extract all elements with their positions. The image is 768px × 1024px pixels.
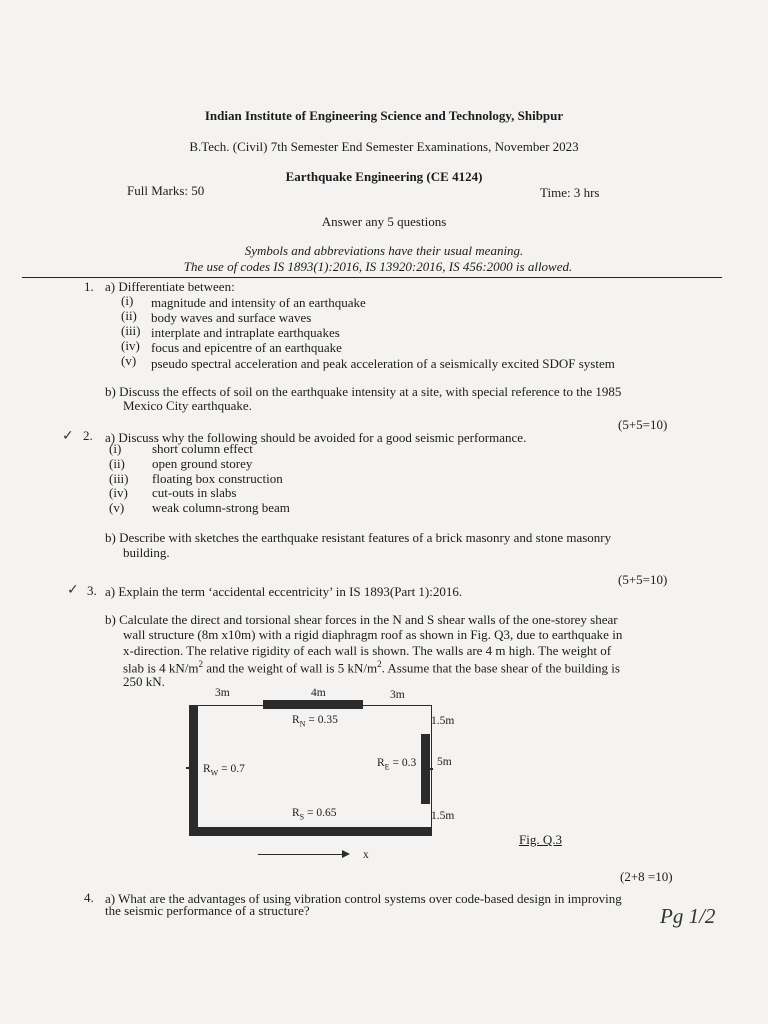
q3-part-b-line4: slab is 4 $kN/m^2$ and the weight of wall is 5 $kN/m^2$. Assume that the base shear of the building is [123,659,620,676]
q1-part-a: a) Differentiate between: [105,279,235,294]
q1-item-roman: (iv) [121,338,140,353]
q3-part-b-line5: 250 kN. [123,674,165,689]
x-direction-arrow-shaft [258,854,344,855]
note-codes: The use of codes IS 1893(1):2016, IS 13920:2016, IS 456:2000 is allowed. [183,259,573,274]
q3-part-b-line1: b) Calculate the direct and torsional shear forces in the N and S shear walls of the one-storey shear [105,612,618,627]
q1-item-text: magnitude and intensity of an earthquake [151,295,366,310]
q2-item-text: weak column-strong beam [152,500,290,515]
q2-item-roman: (iv) [109,485,128,500]
q1-part-b-line2: Mexico City earthquake. [123,398,252,413]
q2-item-roman: (v) [109,500,125,515]
q4-part-a-line2: the seismic performance of a structure? [105,903,310,918]
full-marks: Full Marks: 50 [127,183,205,198]
x-axis-label: x [363,849,369,861]
q2-part-b-line1: b) Describe with sketches the earthquake resistant features of a brick masonry and stone masonry [105,530,612,545]
q2-part-b-line2: building. [123,545,170,560]
q1-marks: (5+5=10) [618,417,668,432]
q3-number: 3. [87,583,97,598]
q1-item-roman: (ii) [121,308,137,323]
west-wall-marker [186,767,190,769]
institute-name: Indian Institute of Engineering Science and Technology, Shibpur [204,108,564,123]
instruction: Answer any 5 questions [321,214,447,229]
q2-item-roman: (iii) [109,471,129,486]
west-shear-wall [189,705,198,836]
q1-item-text: body waves and surface waves [151,310,312,325]
q1-item-roman: (i) [121,293,134,308]
east-wall-marker [430,768,433,770]
q2-item-text: open ground storey [152,456,253,471]
time-allowed: Time: 3 hrs [540,185,600,200]
dim-bottom-1-5m: 1.5m [431,810,455,822]
q4-part-a-line1: a) What are the advantages of using vibration control systems over code-based design in improving [105,891,622,906]
tick-mark-icon: ✓ [67,582,79,598]
q3-marks: (2+8 =10) [620,869,673,884]
rigidity-west: $R_W = 0.7$ [203,763,245,778]
south-shear-wall [189,827,432,836]
exam-title: B.Tech. (Civil) 7th Semester End Semester Examinations, November 2023 [189,139,579,154]
subject-title: Earthquake Engineering (CE 4124) [285,169,483,184]
q2-item-roman: (ii) [109,456,125,471]
q2-part-a: a) Discuss why the following should be avoided for a good seismic performance. [105,430,527,445]
tick-mark-icon: ✓ [62,428,74,444]
note-symbols: Symbols and abbreviations have their usual meaning. [244,243,524,258]
page-number-note: Pg 1/2 [660,904,716,928]
q1-item-roman: (iii) [121,323,141,338]
rigidity-south: $R_S = 0.65$ [292,807,337,822]
q1-item-text: pseudo spectral acceleration and peak acceleration of a seismically excited SDOF system [151,356,615,371]
q3-part-a: a) Explain the term ‘accidental eccentricity’ in IS 1893(Part 1):2016. [105,584,463,599]
north-shear-wall [263,700,363,709]
q1-item-text: interplate and intraplate earthquakes [151,325,340,340]
q3-part-b-line3: x-direction. The relative rigidity of each wall is shown. The walls are 4 m high. The weight of [123,643,612,658]
rigidity-north: $R_N = 0.35$ [292,714,338,729]
q2-marks: (5+5=10) [618,572,668,587]
q2-number: 2. [83,428,93,443]
rigidity-east: $R_E = 0.3$ [377,757,417,772]
q1-part-b-line1: b) Discuss the effects of soil on the earthquake intensity at a site, with special reference to the 1985 [105,384,622,399]
q2-item-roman: (i) [109,441,122,456]
arrow-head-icon [342,850,350,858]
dim-middle-4m: 4m [311,687,326,699]
q1-item-text: focus and epicentre of an earthquake [151,340,342,355]
q2-item-text: cut-outs in slabs [152,485,237,500]
q1-number: 1. [84,279,94,294]
q3-part-b-line2: wall structure (8m x10m) with a rigid diaphragm roof as shown in Fig. Q3, due to earthquake in [123,627,623,642]
q1-item-roman: (v) [121,353,137,368]
q4-number: 4. [84,890,94,905]
east-shear-wall [421,734,430,804]
dim-center-5m: 5m [437,756,452,768]
dim-top-1-5m: 1.5m [431,715,455,727]
dim-right-3m: 3m [390,689,405,701]
dim-left-3m: 3m [215,687,230,699]
figure-caption: Fig. Q.3 [519,832,562,847]
q2-item-text: floating box construction [152,471,283,486]
header-divider [22,277,722,278]
q2-item-text: short column effect [152,441,253,456]
